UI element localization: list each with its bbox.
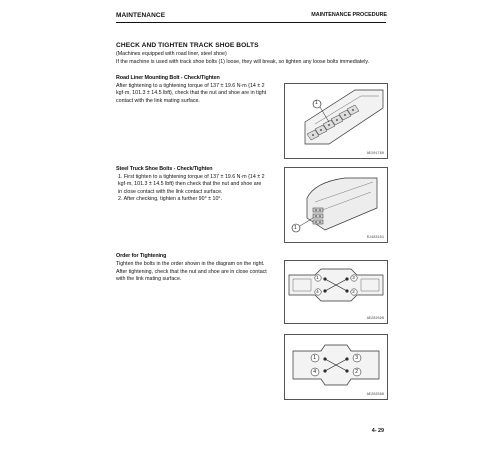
- road-liner-line-1: After tightening to a tightening torque of 137 ± 19.6 N·m {14 ± 2: [116, 83, 265, 89]
- steel-shoe-line-3: in close contact with the link contact surface.: [118, 188, 223, 195]
- order-1-label-1: 1: [316, 275, 319, 281]
- road-liner-callout: 1: [315, 100, 318, 106]
- order-1-label-2: 2: [352, 289, 355, 295]
- order-2-label-4: 4: [313, 368, 316, 375]
- road-liner-illustration: [285, 84, 387, 158]
- order-figure-2: [284, 334, 388, 400]
- order-figure-1: [284, 260, 388, 324]
- page-number: 4- 29: [371, 428, 384, 434]
- steel-shoe-line-4: 2. After checking, tighten a further 90° ± 10°.: [118, 196, 223, 202]
- order-2-label-1: 1: [313, 354, 316, 361]
- steel-shoe-figure: [284, 167, 388, 243]
- order-1-label-4: 4: [316, 289, 319, 295]
- order-2-label-2: 2: [355, 368, 358, 375]
- page-title: CHECK AND TIGHTEN TRACK SHOE BOLTS: [116, 42, 259, 49]
- section-subheader: MAINTENANCE PROCEDURE: [311, 12, 387, 18]
- order-diagram-2: [285, 335, 387, 399]
- order-2-label-3: 3: [355, 354, 358, 361]
- road-liner-line-3: contact with the link mating surface.: [116, 97, 200, 104]
- order-diagram-1: [285, 261, 387, 323]
- steel-shoe-callout: 1: [294, 224, 297, 231]
- order-figure-2-code: AE202580: [366, 393, 384, 397]
- road-liner-line-2: kgf·m, 101.3 ± 14.5 lbft}, check that the nut and shoe are in tight: [116, 90, 267, 97]
- steel-shoe-line-1: 1. First tighten to a tightening torque of 137 ± 19.6 N·m {14 ± 2: [118, 173, 265, 180]
- order-line-2: After tightening, check that the nut and shoe are in close contact: [116, 268, 267, 275]
- steel-shoe-heading: Steel Truck Shoe Bolts - Check/Tighten: [116, 166, 213, 172]
- order-line-1: Tighten the bolts in the order shown in the diagram on the right.: [116, 261, 265, 267]
- section-header: MAINTENANCE: [116, 12, 166, 19]
- steel-shoe-figure-code: RJ483101: [366, 236, 384, 240]
- order-1-label-3: 3: [352, 275, 355, 281]
- steel-shoe-illustration: [285, 168, 387, 242]
- order-heading: Order for Tightening: [116, 253, 167, 259]
- intro-line-1: (Machines equipped with road liner, steel shoe): [116, 51, 227, 57]
- order-line-3: with the link mating surface.: [116, 276, 182, 282]
- order-figure-1-code: AE202590: [366, 317, 384, 321]
- steel-shoe-line-2: kgf·m, 101.3 ± 14.5 lbft} then check that the nut and shoe are: [118, 181, 262, 187]
- header-divider: [116, 22, 386, 23]
- intro-line-2: If the machine is used with track shoe bolts (1) loose, they will break, so tighten any loose bolts immediately.: [116, 58, 370, 65]
- road-liner-figure: [284, 83, 388, 159]
- road-liner-heading: Road Liner Mounting Bolt - Check/Tighten: [116, 75, 220, 81]
- road-liner-figure-code: AE201760: [366, 152, 384, 156]
